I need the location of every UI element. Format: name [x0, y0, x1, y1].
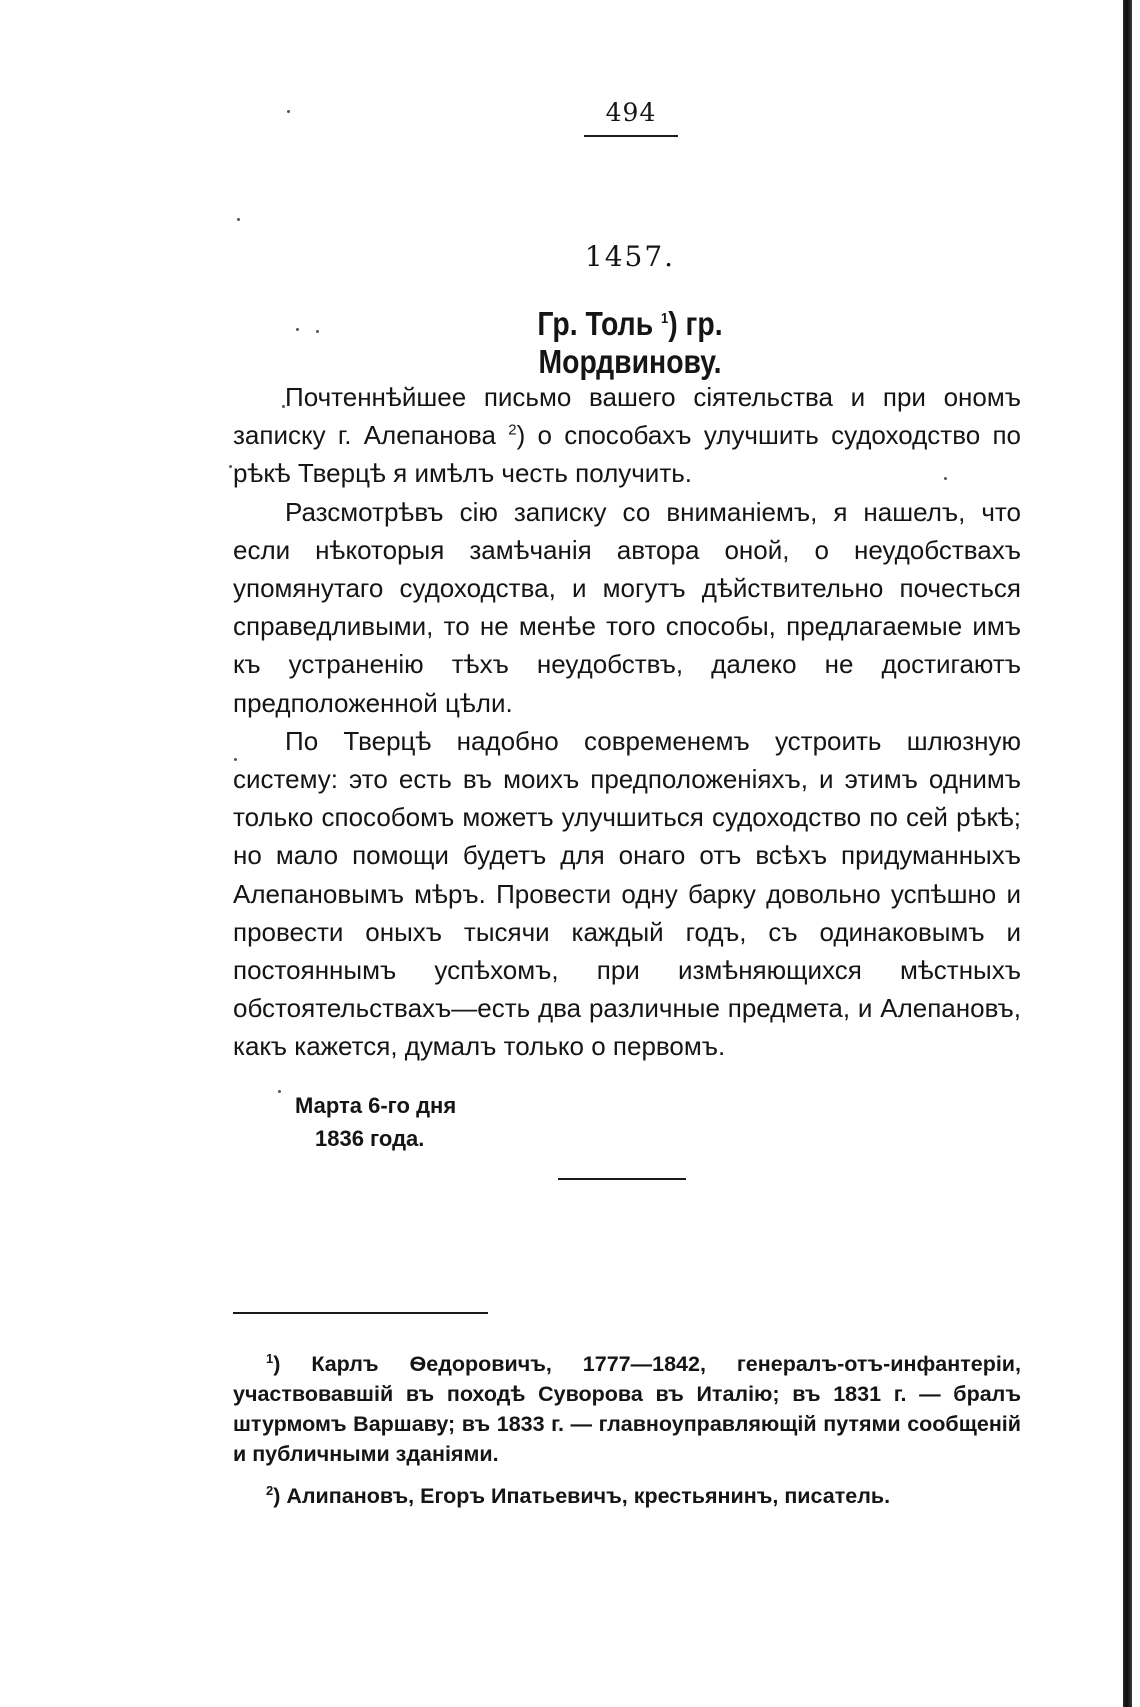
footnote-1-text: ) Карлъ Ѳедоровичъ, 1777—1842, генералъ-отъ-инфантеріи, участвовавшій въ походѣ Суворова въ Италію; въ 1831 г. — бралъ штурмомъ Варшаву; въ 1833 г. — главноуправляющій путями сообщеній и публичными зданіями. [233, 1352, 1021, 1466]
paragraph-1-footnote-ref-2: 2 [508, 421, 517, 439]
scan-speck [287, 110, 290, 113]
page-number-underline [584, 135, 678, 137]
scan-speck [296, 328, 299, 331]
footnote-2 [233, 1481, 1021, 1511]
title-text-after: ) гр. Мордвинову. [538, 305, 723, 380]
section-end-rule [558, 1178, 686, 1180]
footnote-1 [233, 1349, 1021, 1469]
footnotes [233, 1349, 1021, 1511]
closing-date-line-2: 1836 года. [315, 1126, 425, 1151]
document-number: 1457. [584, 240, 676, 273]
paragraph-3: По Тверцѣ надобно современемъ устроить шлюзную систему: это есть въ моихъ предположеніяхъ, и этимъ однимъ только способомъ можетъ улучшиться судоходство по сей рѣкѣ; но мало помощи будетъ для онаго отъ всѣхъ придуманныхъ Алепановымъ мѣръ. Провести одну барку довольно успѣшно и провести оныхъ тысячи каждый годъ, съ одинаковымъ и постояннымъ успѣхомъ, при измѣняющихся мѣстныхъ обстоятельствахъ—есть два различные предмета, и Алепановъ, какъ кажется, думалъ только о первомъ. [233, 725, 1021, 1062]
scan-speck [316, 330, 319, 333]
title-footnote-ref-1: 1 [661, 310, 669, 327]
paragraph-1 [233, 378, 1021, 493]
letter-title [449, 305, 810, 381]
paragraph-1-part-1: Почтеннѣйшее письмо вашего сіятельства и при ономъ записку г. Алепанова [233, 382, 1021, 451]
scan-speck [278, 1090, 281, 1093]
footnote-1-mark: 1 [266, 1350, 274, 1366]
footnote-separator [233, 1312, 488, 1314]
title-text-before: Гр. Толь [537, 305, 662, 342]
footnote-2-mark: 2 [266, 1482, 274, 1498]
paragraph-1-part-2: ) о способахъ улучшить судоходство по рѣкѣ Тверцѣ я имѣлъ честь получить. [233, 420, 1021, 489]
page-number: 494 [605, 98, 657, 127]
closing-date [295, 1089, 456, 1155]
scan-speck [229, 465, 232, 468]
scan-speck [282, 405, 285, 408]
footnote-2-text: ) Алипановъ, Егоръ Ипатьевичъ, крестьянинъ, писатель. [273, 1484, 891, 1508]
closing-date-line-1: Марта 6-го дня [295, 1093, 457, 1118]
paragraph-2: Разсмотрѣвъ сію записку со вниманіемъ, я нашелъ, что если нѣкоторыя замѣчанія автора оной, о неудобствахъ упомянутаго судоходства, и могутъ дѣйствительно почесться справедливыми, то не менѣе того способы, предлагаемые имъ къ устраненію тѣхъ неудобствъ, далеко не достигаютъ предположенной цѣли. [233, 496, 1021, 718]
scan-speck [237, 218, 240, 221]
scan-speck [234, 758, 237, 761]
page-edge-shadow [1123, 0, 1132, 1707]
scan-speck [944, 477, 947, 480]
letter-body [233, 378, 1021, 1066]
